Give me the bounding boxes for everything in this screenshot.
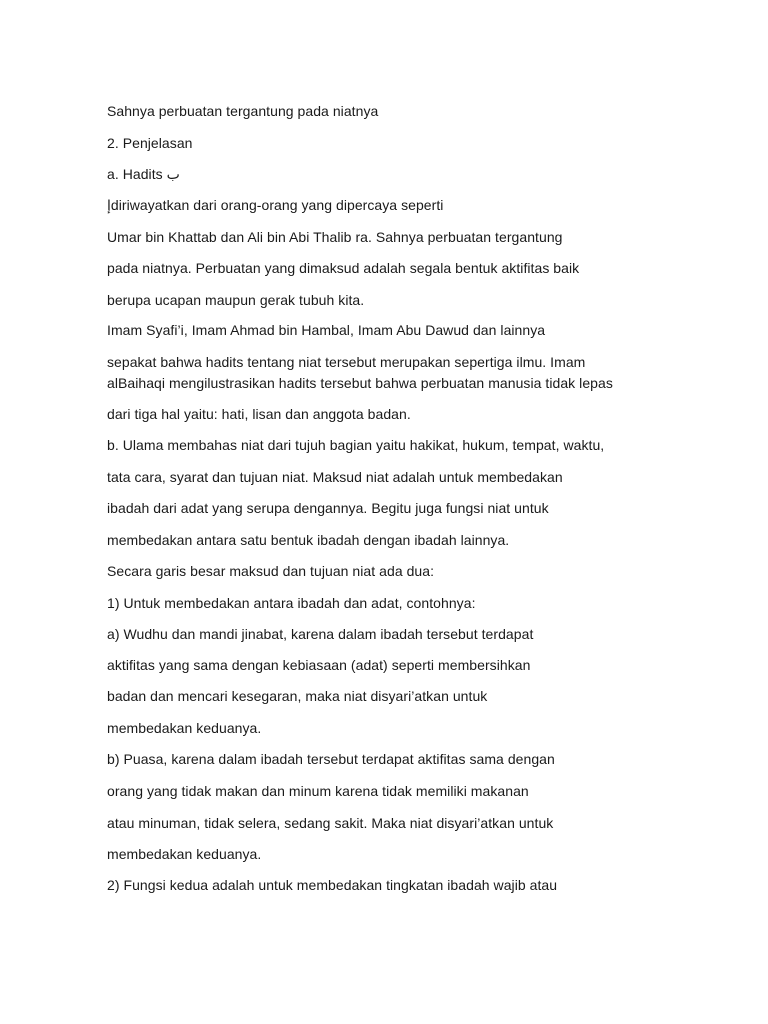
text-line: 1) Untuk membedakan antara ibadah dan adat, contohnya: [107,595,476,611]
text-line: Imam Syafi’i, Imam Ahmad bin Hambal, Imam Abu Dawud dan lainnya [107,322,546,338]
text-line: tata cara, syarat dan tujuan niat. Maksud niat adalah untuk membedakan [107,469,563,485]
text-line: b. Ulama membahas niat dari tujuh bagian yaitu hakikat, hukum, tempat, waktu, [107,437,605,453]
text-line: badan dan mencari kesegaran, maka niat disyari’atkan untuk [107,688,488,704]
text-line: Secara garis besar maksud dan tujuan niat ada dua: [107,563,435,579]
text-line: 2) Fungsi kedua adalah untuk membedakan tingkatan ibadah wajib atau [107,877,558,893]
text-line: aktifitas yang sama dengan kebiasaan (adat) seperti membersihkan [107,657,531,673]
text-line: pada niatnya. Perbuatan yang dimaksud adalah segala bentuk aktifitas baik [107,260,580,276]
text-line: alBaihaqi mengilustrasikan hadits tersebut bahwa perbuatan manusia tidak lepas [107,375,613,391]
text-line: b) Puasa, karena dalam ibadah tersebut terdapat aktifitas sama dengan [107,751,555,767]
text-line: dari tiga hal yaitu: hati, lisan dan anggota badan. [107,406,411,422]
text-line: membedakan keduanya. [107,720,262,736]
text-line: membedakan keduanya. [107,846,262,862]
text-line: a. Hadits ب [107,166,180,182]
text-line: a) Wudhu dan mandi jinabat, karena dalam ibadah tersebut terdapat [107,626,534,642]
text-line: atau minuman, tidak selera, sedang sakit. Maka niat disyari’atkan untuk [107,815,554,831]
text-line: Umar bin Khattab dan Ali bin Abi Thalib ra. Sahnya perbuatan tergantung [107,229,563,245]
text-line: Sahnya perbuatan tergantung pada niatnya [107,103,379,119]
text-line: membedakan antara satu bentuk ibadah dengan ibadah lainnya. [107,532,510,548]
text-line: ibadah dari adat yang serupa dengannya. Begitu juga fungsi niat untuk [107,500,549,516]
text-line: orang yang tidak makan dan minum karena tidak memiliki makanan [107,783,529,799]
text-line: إdiriwayatkan dari orang-orang yang dipercaya seperti [107,197,444,213]
text-line: sepakat bahwa hadits tentang niat tersebut merupakan sepertiga ilmu. Imam [107,354,586,370]
text-line: berupa ucapan maupun gerak tubuh kita. [107,292,365,308]
text-line: 2. Penjelasan [107,135,193,151]
